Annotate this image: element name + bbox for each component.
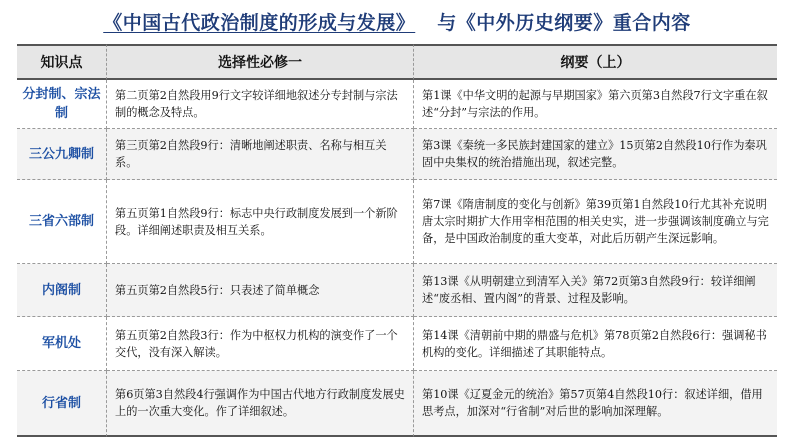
table-row [17,180,777,264]
table-row [17,80,777,129]
elective-cell: 第三页第2自然段9行：清晰地阐述职责、名称与相互关系。 [107,129,414,180]
elective-cell: 第五页第2自然段3行：作为中枢权力机构的演变作了一个交代，没有深入解读。 [107,317,414,371]
elective-cell: 第6页第3自然段4行强调作为中国古代地方行政制度发展史上的一次重大变化。作了详细叙述。 [107,371,414,437]
outline-cell: 第13课《从明朝建立到清军入关》第72页第3自然段9行：较详细阐述“废丞相、置内阁”的背景、过程及影响。 [414,264,777,317]
table-row [17,264,777,317]
title-book-name: 《中国古代政治制度的形成与发展》 [103,11,416,34]
title-overlap: 与《中外历史纲要》重合内容 [437,11,691,34]
topic-cell: 行省制 [17,371,107,437]
topic-cell: 军机处 [17,317,107,371]
header-elective: 选择性必修一 [107,44,414,80]
topic-cell: 内阁制 [17,264,107,317]
elective-cell: 第二页第2自然段用9行文字较详细地叙述分专封制与宗法制的概念及特点。 [107,80,414,129]
elective-cell: 第五页第1自然段9行：标志中央行政制度发展到一个新阶段。详细阐述职责及相互关系。 [107,180,414,264]
table-header-row [17,44,777,80]
header-outline: 纲要（上） [414,44,777,80]
topic-cell: 三公九卿制 [17,129,107,180]
topic-cell: 三省六部制 [17,180,107,264]
table-row [17,129,777,180]
topic-cell: 分封制、宗法制 [17,80,107,129]
outline-cell: 第14课《清朝前中期的鼎盛与危机》第78页第2自然段6行：强调秘书机构的变化。详细描述了其职能特点。 [414,317,777,371]
header-topic: 知识点 [17,44,107,80]
outline-cell: 第10课《辽夏金元的统治》第57页第4自然段10行：叙述详细，借用思考点，加深对“行省制”对后世的影响加深理解。 [414,371,777,437]
outline-cell: 第7课《隋唐制度的变化与创新》第39页第1自然段10行尤其补充说明唐太宗时期扩大作用宰相范围的相关史实，进一步强调该制度确立与完备，是中国政治制度的重大变革，对此后历朝产生深远影响。 [414,180,777,264]
comparison-table [17,44,777,437]
table-row [17,317,777,371]
page-title [0,6,794,36]
table-row [17,371,777,437]
elective-cell: 第五页第2自然段5行：只表述了简单概念 [107,264,414,317]
outline-cell: 第1课《中华文明的起源与早期国家》第六页第3自然段7行文字重在叙述“分封”与宗法的作用。 [414,80,777,129]
outline-cell: 第3课《秦统一多民族封建国家的建立》15页第2自然段10行作为秦巩固中央集权的统治措施出现，叙述完整。 [414,129,777,180]
